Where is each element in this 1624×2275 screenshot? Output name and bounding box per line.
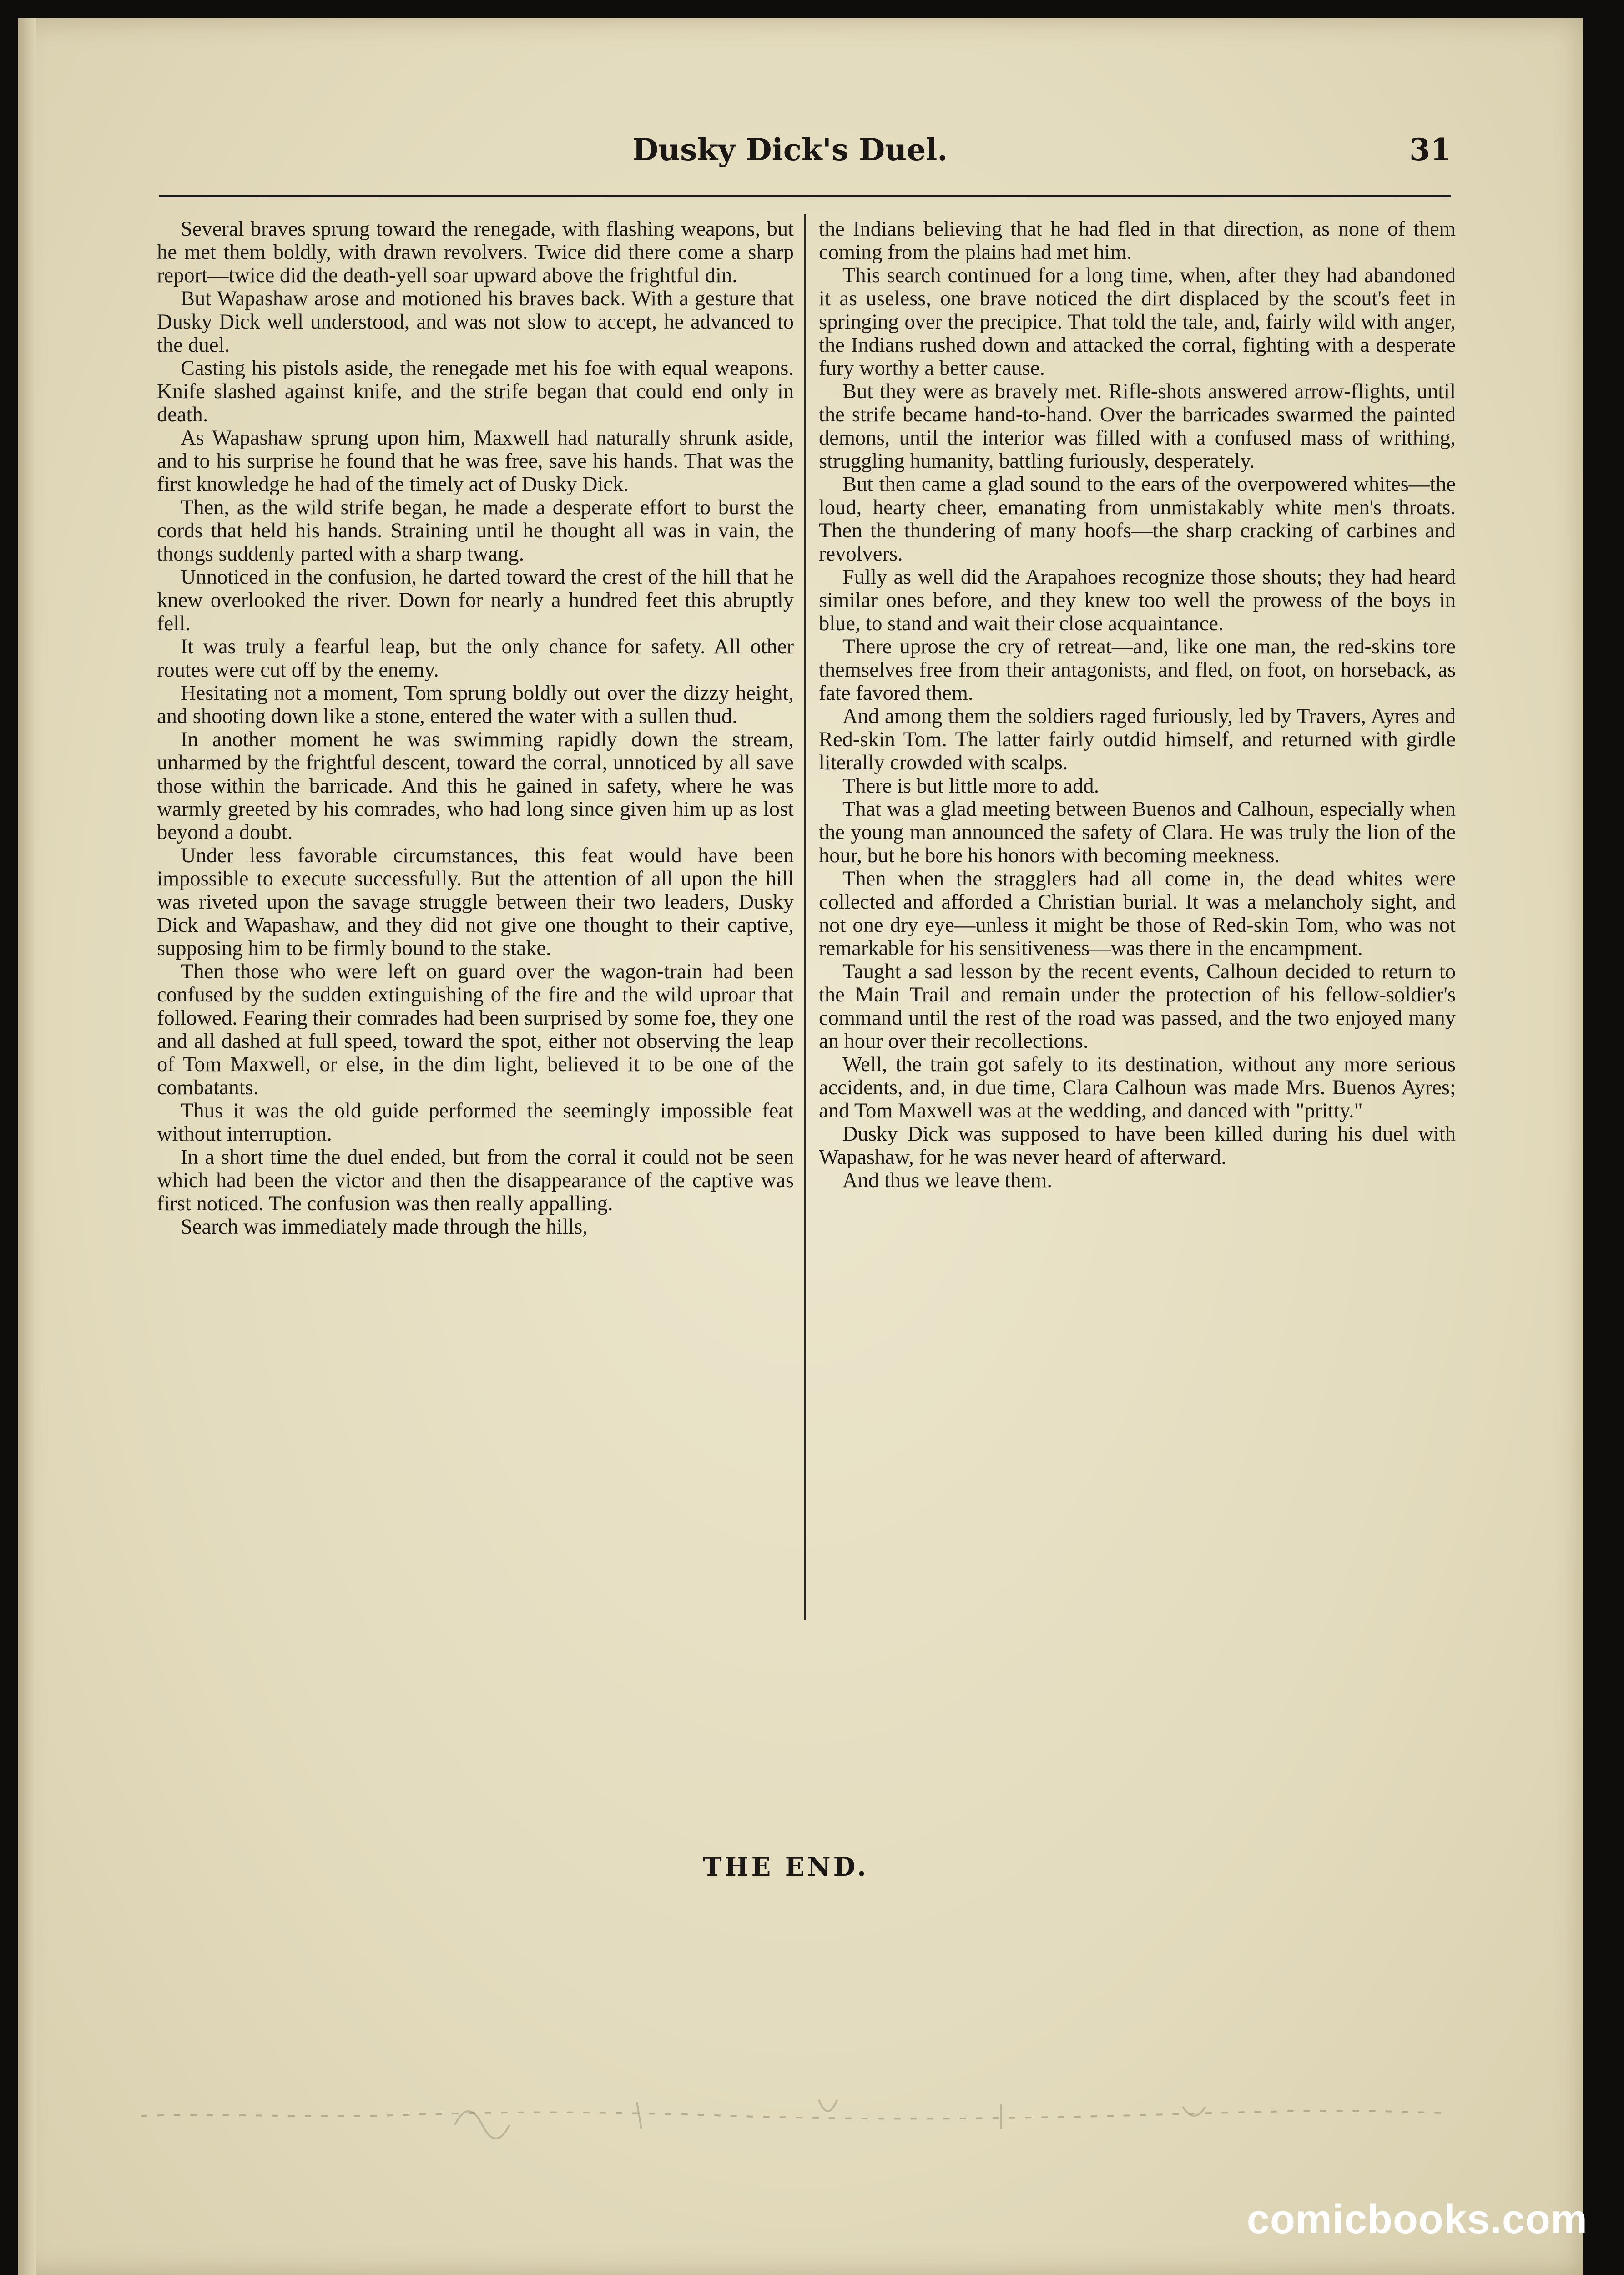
page-number: 31	[1409, 132, 1451, 167]
column-divider	[804, 214, 806, 1620]
paragraph: Then those who were left on guard over the wagon-train had been confused by the sudden extinguishing of the fire and the wild uproar that followed. Fearing their comrades had been surprised by some foe, they one and all dashed at full speed, toward the spot, either not observing the leap of Tom Maxwell, or else, in the dim light, believed it to be one of the combatants.	[157, 960, 794, 1099]
faded-handwriting-scribble	[136, 2084, 1456, 2143]
paragraph: This search continued for a long time, when, after they had abandoned it as useless, one brave noticed the dirt displaced by the scout's feet in springing over the precipice. That told the tale, and, fairly wild with anger, the Indians rushed down and attacked the corral, fighting with a desperate fury worthy a better cause.	[819, 264, 1456, 380]
paragraph: Well, the train got safely to its destination, without any more serious accidents, and, in due time, Clara Calhoun was made Mrs. Buenos Ayres; and Tom Maxwell was at the wedding, and danced with "pritty."	[819, 1053, 1456, 1122]
page-spine-edge	[18, 18, 36, 2275]
paragraph: And thus we leave them.	[842, 1169, 1053, 1192]
paragraph: In another moment he was swimming rapidly down the stream, unharmed by the frightful descent, toward the corral, unnoticed by all save those within the barricade. And this he gained in safety, where he was warmly greeted by his comrades, who had long since given him up as lost beyond a doubt.	[157, 728, 794, 844]
paragraph: Then when the stragglers had all come in, the dead whites were collected and afforded a Christian burial. It was a melancholy sight, and not one dry eye—unless it might be those of Red-skin Tom, who was not remarkable for his sensitiveness—was there in the encampment.	[819, 867, 1456, 960]
paragraph: Several braves sprung toward the renegade, with flashing weapons, but he met them boldly, with drawn revolvers. Twice did there come a sharp report—twice did the death-yell soar upward above the frightful din.	[157, 217, 794, 287]
paragraph: Unnoticed in the confusion, he darted toward the crest of the hill that he knew overlooked the river. Down for nearly a hundred feet this abruptly fell.	[157, 566, 794, 635]
paragraph: And among them the soldiers raged furiously, led by Travers, Ayres and Red-skin Tom. The latter fairly outdid himself, and returned with girdle literally crowded with scalps.	[819, 705, 1456, 774]
paragraph: the Indians believing that he had fled in that direction, as none of them coming from the plains had met him.	[819, 217, 1456, 264]
header-rule	[159, 195, 1451, 197]
paragraph: Taught a sad lesson by the recent events, Calhoun decided to return to the Main Trail and remain under the protection of his fellow-soldier's command until the rest of the road was passed, and the two enjoyed many an hour over their recollections.	[819, 960, 1456, 1053]
paragraph: As Wapashaw sprung upon him, Maxwell had naturally shrunk aside, and to his surprise he found that he was free, save his hands. That was the first knowledge he had of the timely act of Dusky Dick.	[157, 426, 794, 496]
paragraph: Then, as the wild strife began, he made a desperate effort to burst the cords that held his hands. Straining until he thought all was in vain, the thongs suddenly parted with a sharp twang.	[157, 496, 794, 566]
paragraph: But then came a glad sound to the ears of the overpowered whites—the loud, hearty cheer, emanating from unmistakably white men's throats. Then the thundering of many hoofs—the sharp cracking of carbines and revolvers.	[819, 473, 1456, 566]
paragraph: That was a glad meeting between Buenos and Calhoun, especially when the young man announced the safety of Clara. He was truly the lion of the hour, but he bore his honors with becoming meekness.	[819, 798, 1456, 867]
paragraph: Hesitating not a moment, Tom sprung boldly out over the dizzy height, and shooting down like a stone, entered the water with a sullen thud.	[157, 682, 794, 728]
paragraph: Fully as well did the Arapahoes recognize those shouts; they had heard similar ones before, and they knew too well the prowess of the boys in blue, to stand and wait their close acquaintance.	[819, 566, 1456, 635]
left-text-column	[157, 217, 794, 1239]
watermark-logo: comicbooks.com	[1246, 2197, 1588, 2242]
paragraph: In a short time the duel ended, but from the corral it could not be seen which had been the victor and then the disappearance of the captive was first noticed. The confusion was then really appalling.	[157, 1146, 794, 1215]
paragraph: But Wapashaw arose and motioned his braves back. With a gesture that Dusky Dick well understood, and was not slow to accept, he advanced to the duel.	[157, 287, 794, 357]
paragraph: Search was immediately made through the hills,	[181, 1215, 588, 1239]
the-end-heading: THE END.	[703, 1852, 869, 1882]
running-header-title: Dusky Dick's Duel.	[632, 132, 948, 167]
paragraph: There is but little more to add.	[842, 774, 1099, 798]
paragraph: There uprose the cry of retreat—and, like one man, the red-skins tore themselves free from their antagonists, and fled, on foot, on horseback, as fate favored them.	[819, 635, 1456, 705]
right-text-column	[819, 217, 1456, 1192]
paragraph: Dusky Dick was supposed to have been killed during his duel with Wapashaw, for he was never heard of afterward.	[819, 1122, 1456, 1169]
paragraph: But they were as bravely met. Rifle-shots answered arrow-flights, until the strife became hand-to-hand. Over the barricades swarmed the painted demons, until the interior was filled with a confused mass of writhing, struggling humanity, battling furiously, desperately.	[819, 380, 1456, 473]
paragraph: Thus it was the old guide performed the seemingly impossible feat without interruption.	[157, 1099, 794, 1146]
paragraph: Under less favorable circumstances, this feat would have been impossible to execute successfully. But the attention of all upon the hill was riveted upon the savage struggle between their two leaders, Dusky Dick and Wapashaw, and they did not give one thought to their captive, supposing him to be firmly bound to the stake.	[157, 844, 794, 960]
paragraph: Casting his pistols aside, the renegade met his foe with equal weapons. Knife slashed against knife, and the strife began that could end only in death.	[157, 357, 794, 426]
paragraph: It was truly a fearful leap, but the only chance for safety. All other routes were cut off by the enemy.	[157, 635, 794, 682]
